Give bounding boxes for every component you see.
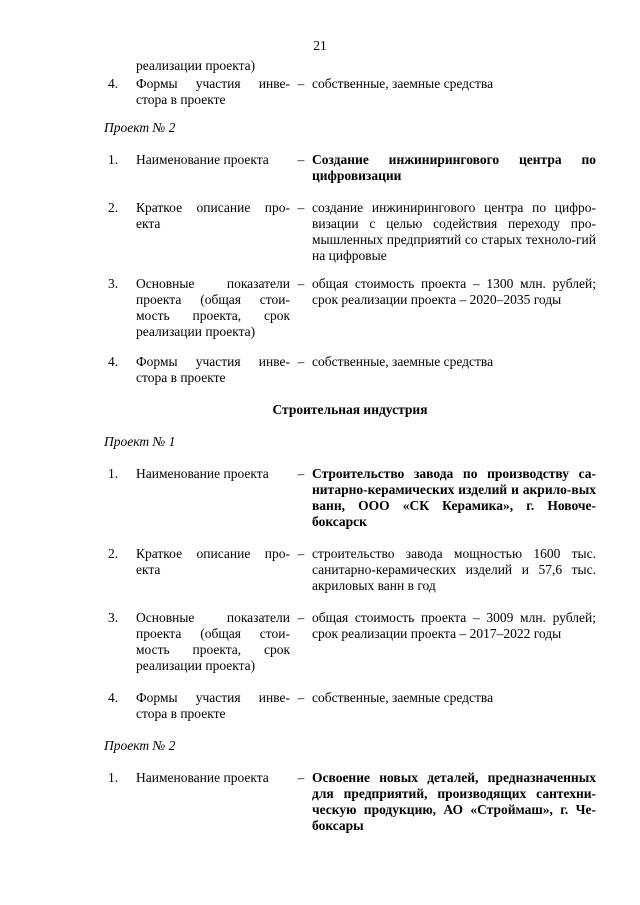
item-dash: – [297,76,305,91]
list-item [104,76,596,108]
item-label: Наименование проекта [136,152,269,167]
page-number: 21 [313,38,327,53]
item-value: собственные, заемные средства [312,354,494,369]
item-value: строительство завода мощностью 1600 тыс. санитарно-керамических изделий и 57,6 тыс. акриловых ванн в год [312,546,596,593]
item-dash: – [297,466,305,481]
item-label: Формы участия инве-стора в проекте [136,690,290,721]
list-item [104,546,596,594]
item-label: Наименование проекта [136,466,269,481]
item-value: общая стоимость проекта – 3009 млн. рублей; срок реализации проекта – 2017–2022 годы [312,610,596,641]
project-heading: Проект № 2 [104,738,176,753]
item-dash: – [297,610,305,625]
item-value: Создание инжинирингового центра по цифровизации [312,152,596,183]
item-label: Формы участия инве-стора в проекте [136,354,290,385]
item-label: Основные показатели проекта (общая стои-мость проекта, срок реализации проекта) [136,276,290,339]
item-value: создание инжинирингового центра по цифро-визации с целью содействия переходу про-мышленных предприятий со старых техноло-гий на цифровые [312,200,596,263]
item-value: собственные, заемные средства [312,690,494,705]
item-dash: – [297,690,305,705]
item-label: Основные показатели проекта (общая стои-мость проекта, срок реализации проекта) [136,610,290,673]
carryover-label: реализации проекта) [136,58,256,73]
item-number: 4. [108,354,119,369]
section-title: Строительная индустрия [272,402,428,417]
list-item [104,690,596,722]
item-number: 3. [108,276,119,291]
item-dash: – [297,546,305,561]
list-item [104,200,596,264]
item-dash: – [297,770,305,785]
item-value: Освоение новых деталей, предназначенных для предприятий, производящих сантехни-ческую продукцию, АО «Строймаш», г. Че-боксары [312,770,596,833]
item-value: Строительство завода по производству са-нитарно-керамических изделий и акрило-вых ванн, ООО «СК Керамика», г. Новоче-боксарск [312,466,596,529]
item-number: 2. [108,546,119,561]
item-dash: – [297,354,305,369]
list-item [104,466,596,530]
list-item [104,276,596,340]
item-label: Краткое описание про-екта [136,200,290,231]
item-number: 1. [108,152,119,167]
project-heading: Проект № 1 [104,434,176,449]
list-item [104,152,596,184]
item-label: Наименование проекта [136,770,269,785]
list-item [104,354,596,386]
item-label: Краткое описание про-екта [136,546,290,577]
item-dash: – [297,200,305,215]
item-number: 1. [108,466,119,481]
item-dash: – [297,276,305,291]
item-value: общая стоимость проекта – 1300 млн. рублей; срок реализации проекта – 2020–2035 годы [312,276,596,307]
list-item [104,610,596,674]
item-number: 3. [108,610,119,625]
item-number: 2. [108,200,119,215]
item-label: Формы участия инве-стора в проекте [136,76,290,107]
project-heading: Проект № 2 [104,120,176,135]
item-dash: – [297,152,305,167]
list-item [104,770,596,834]
item-value: собственные, заемные средства [312,76,494,91]
carryover-row [104,58,336,74]
item-number: 4. [108,76,119,91]
item-number: 4. [108,690,119,705]
item-number: 1. [108,770,119,785]
